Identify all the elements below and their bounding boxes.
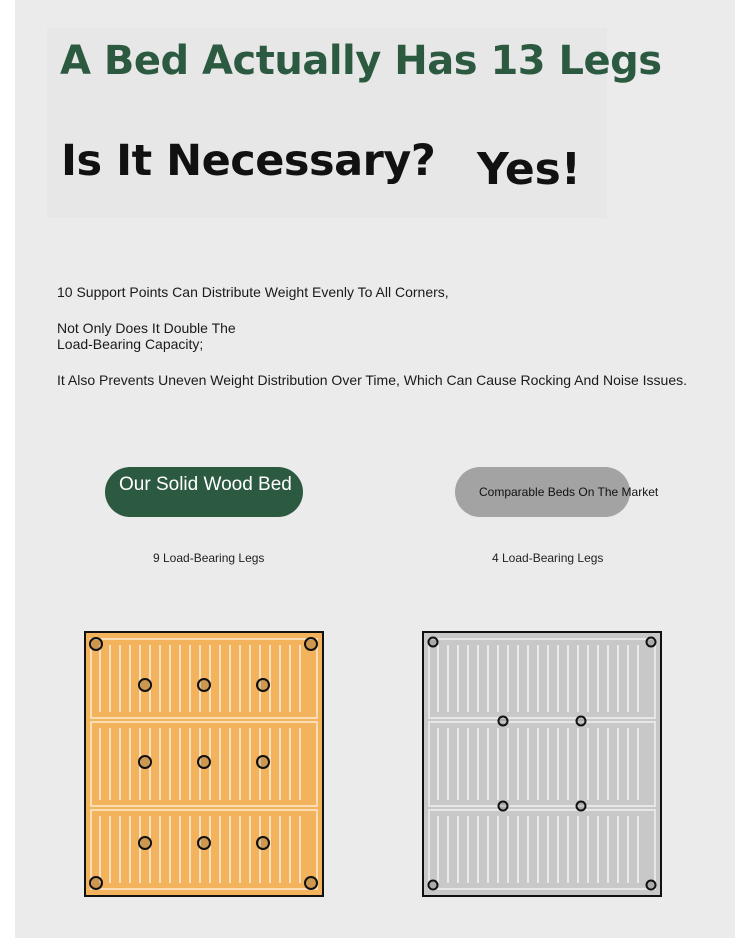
our-bed-diagram [84, 631, 324, 897]
market-bed-diagram [422, 631, 662, 897]
support-leg-icon [305, 877, 317, 889]
paragraph-prevents-rocking: It Also Prevents Uneven Weight Distribution Over Time, Which Can Cause Rocking And Noise Issues. [57, 372, 688, 388]
support-leg-icon [305, 638, 317, 650]
support-leg-icon [647, 638, 656, 647]
paragraph-capacity-line1: Not Only Does It Double The [57, 320, 236, 336]
paragraph-support-points: 10 Support Points Can Distribute Weight Evenly To All Corners, [57, 284, 449, 300]
support-leg-icon [647, 881, 656, 890]
answer-heading: Yes! [477, 144, 581, 195]
market-bed-badge-label: Comparable Beds On The Market [479, 485, 659, 499]
support-leg-icon [499, 802, 508, 811]
page-title: A Bed Actually Has 13 Legs [60, 38, 662, 84]
our-bed-badge: Our Solid Wood Bed [105, 467, 303, 517]
support-leg-icon [257, 837, 269, 849]
support-leg-icon [139, 679, 151, 691]
market-bed-legs-label: 4 Load-Bearing Legs [492, 551, 604, 565]
support-leg-icon [90, 638, 102, 650]
support-leg-icon [198, 679, 210, 691]
support-leg-icon [577, 802, 586, 811]
support-leg-icon [257, 756, 269, 768]
support-leg-icon [90, 877, 102, 889]
support-leg-icon [198, 837, 210, 849]
our-bed-legs-label: 9 Load-Bearing Legs [153, 551, 265, 565]
question-heading: Is It Necessary? [61, 136, 436, 186]
support-leg-icon [139, 837, 151, 849]
support-leg-icon [429, 881, 438, 890]
paragraph-capacity-line2: Load-Bearing Capacity; [57, 336, 204, 352]
support-leg-icon [198, 756, 210, 768]
support-leg-icon [139, 756, 151, 768]
support-leg-icon [429, 638, 438, 647]
support-leg-icon [499, 717, 508, 726]
support-leg-icon [577, 717, 586, 726]
support-leg-icon [257, 679, 269, 691]
